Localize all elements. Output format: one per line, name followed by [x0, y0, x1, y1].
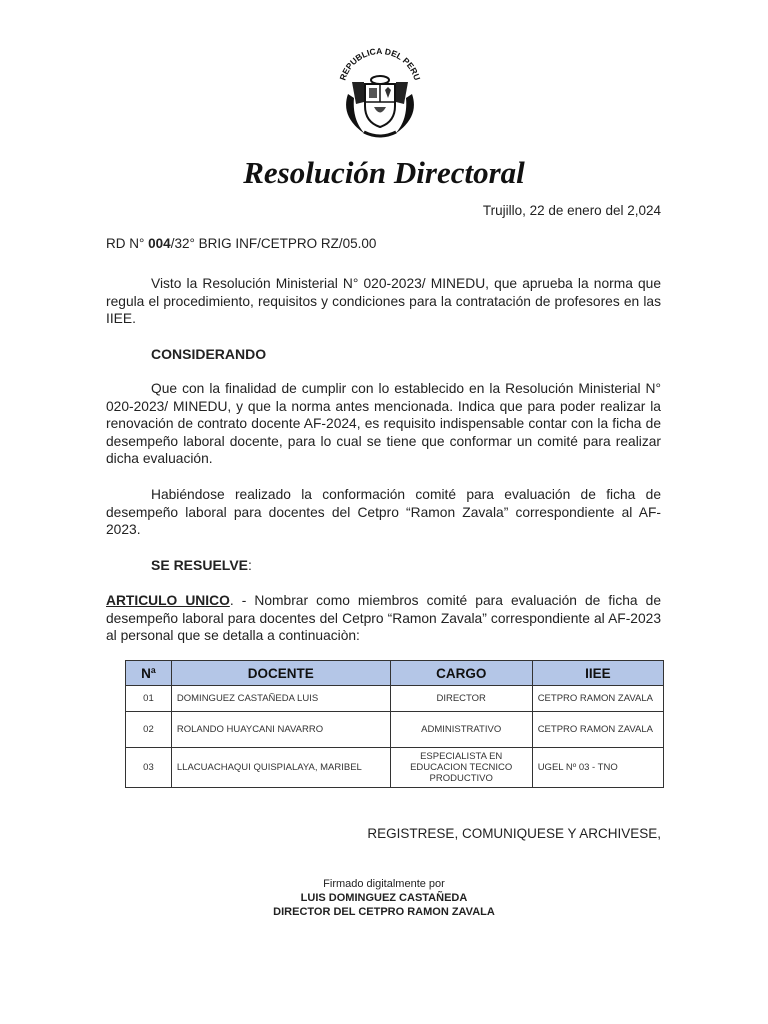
table-row [126, 748, 664, 788]
signature-block [0, 877, 768, 919]
table-row [126, 712, 664, 748]
table-header-row [126, 661, 664, 686]
resuelve-heading-colon: : [248, 557, 252, 573]
column-header-iiee: IIEE [532, 661, 663, 686]
resolution-reference [106, 236, 376, 251]
cell-number: 01 [126, 686, 172, 712]
visto-paragraph: Visto la Resolución Ministerial N° 020-2023/ MINEDU, que aprueba la norma que regula el procedimiento, requisitos y condiciones para la contratación de profesores en las IIEE. [106, 276, 661, 326]
cell-iiee: UGEL Nº 03 - TNO [532, 748, 663, 788]
reference-number: 004 [148, 236, 171, 251]
cell-cargo: ESPECIALISTA EN EDUCACION TECNICO PRODUCTIVO [390, 748, 532, 788]
cell-docente: DOMINGUEZ CASTAÑEDA LUIS [171, 686, 390, 712]
reference-suffix: /32° BRIG INF/CETPRO RZ/05.00 [170, 236, 377, 251]
cell-number: 02 [126, 712, 172, 748]
cell-iiee: CETPRO RAMON ZAVALA [532, 712, 663, 748]
signature-name: LUIS DOMINGUEZ CASTAÑEDA [300, 892, 468, 904]
articulo-unico-text: . - Nombrar como miembros comité para evaluación de ficha de desempeño laboral para docentes del Cetpro “Ramon Zavala” correspondiente al AF-2023 al personal que se detalla a continuaciòn: [106, 593, 661, 643]
reference-prefix: RD N° [106, 236, 149, 251]
national-coat-of-arms-seal [330, 32, 430, 142]
resuelve-heading-text: SE RESUELVE [151, 557, 248, 573]
cell-docente: ROLANDO HUAYCANI NAVARRO [171, 712, 390, 748]
resuelve-heading [151, 557, 252, 573]
signature-digital-note: Firmado digitalmente por [323, 878, 445, 890]
cell-docente: LLACUACHAQUI QUISPIALAYA, MARIBEL [171, 748, 390, 788]
signature-position: DIRECTOR DEL CETPRO RAMON ZAVALA [273, 906, 495, 918]
considerando-paragraph-2: Habiéndose realizado la conformación comité para evaluación de ficha de desempeño laboral para docentes del Cetpro “Ramon Zavala” correspondiente al AF-2023. [106, 487, 661, 537]
considerando-paragraph-1: Que con la finalidad de cumplir con lo establecido en la Resolución Ministerial N° 020-2023/ MINEDU, y que la norma antes mencionada. Indica que para poder realizar la renovación de contrato docente AF-2024, es requisito indispensable contar con la ficha de desempeño laboral docente, para lo cual se tiene que conformar un comité para realizar dicha evaluación. [106, 381, 661, 466]
considerando-heading: CONSIDERANDO [151, 346, 267, 362]
svg-text:REPUBLICA DEL PERU: REPUBLICA DEL PERU [337, 45, 423, 82]
column-header-cargo: CARGO [390, 661, 532, 686]
articulo-unico-paragraph [106, 592, 661, 645]
articulo-unico-label: ARTICULO UNICO [106, 593, 230, 608]
document-date: Trujillo, 22 de enero del 2,024 [482, 203, 661, 218]
column-header-docente: DOCENTE [171, 661, 390, 686]
committee-table [125, 660, 664, 788]
cell-cargo: DIRECTOR [390, 686, 532, 712]
table-row [126, 686, 664, 712]
column-header-number: Nª [126, 661, 172, 686]
closing-statement: REGISTRESE, COMUNIQUESE Y ARCHIVESE, [367, 826, 661, 841]
cell-number: 03 [126, 748, 172, 788]
cell-cargo: ADMINISTRATIVO [390, 712, 532, 748]
document-title: Resolución Directoral [243, 155, 525, 190]
cell-iiee: CETPRO RAMON ZAVALA [532, 686, 663, 712]
